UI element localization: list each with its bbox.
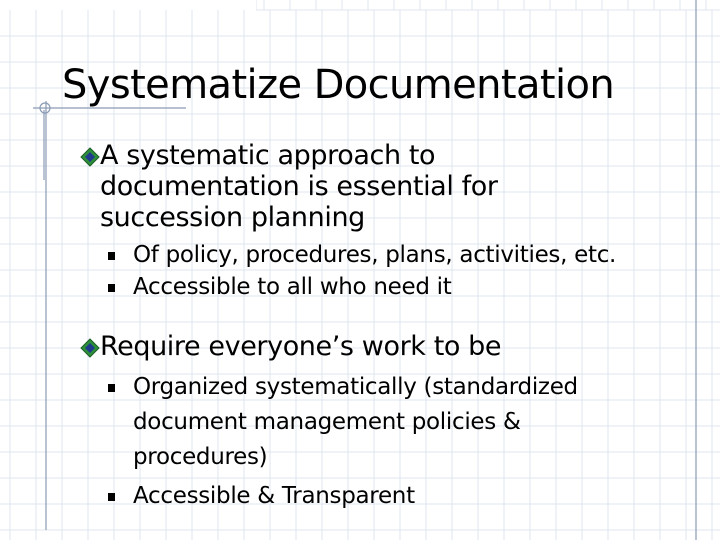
diamond-bullet-icon [80, 147, 100, 167]
square-bullet-icon [108, 252, 115, 260]
sub-bullet-item [108, 238, 616, 273]
square-bullet-icon [108, 284, 115, 292]
slide-title: Systematize Documentation [62, 62, 615, 108]
sub-bullet-item [108, 270, 451, 305]
sub-bullet-item [108, 479, 415, 514]
diamond-bullet-icon [80, 338, 100, 358]
sub-bullet-text: Organized systematically (standardized [133, 374, 578, 400]
square-bullet-icon [108, 384, 115, 392]
bullet-item [80, 140, 498, 233]
bullet-text-line: Require everyone’s work to be [100, 331, 502, 362]
sub-bullet-text: Accessible & Transparent [133, 483, 415, 509]
sub-bullet-text: procedures) [133, 444, 268, 470]
bullet-text-line: documentation is essential for [100, 171, 498, 202]
sub-bullet-text: Of policy, procedures, plans, activities, etc. [133, 242, 617, 268]
sub-bullet-text: document management policies & [133, 409, 521, 435]
sub-bullet-text: Accessible to all who need it [133, 274, 452, 300]
bullet-text-line: succession planning [100, 202, 365, 233]
sub-bullet-item [108, 370, 578, 475]
bullet-item [80, 331, 501, 362]
square-bullet-icon [108, 493, 115, 501]
bullet-text-line: A systematic approach to [100, 140, 436, 171]
